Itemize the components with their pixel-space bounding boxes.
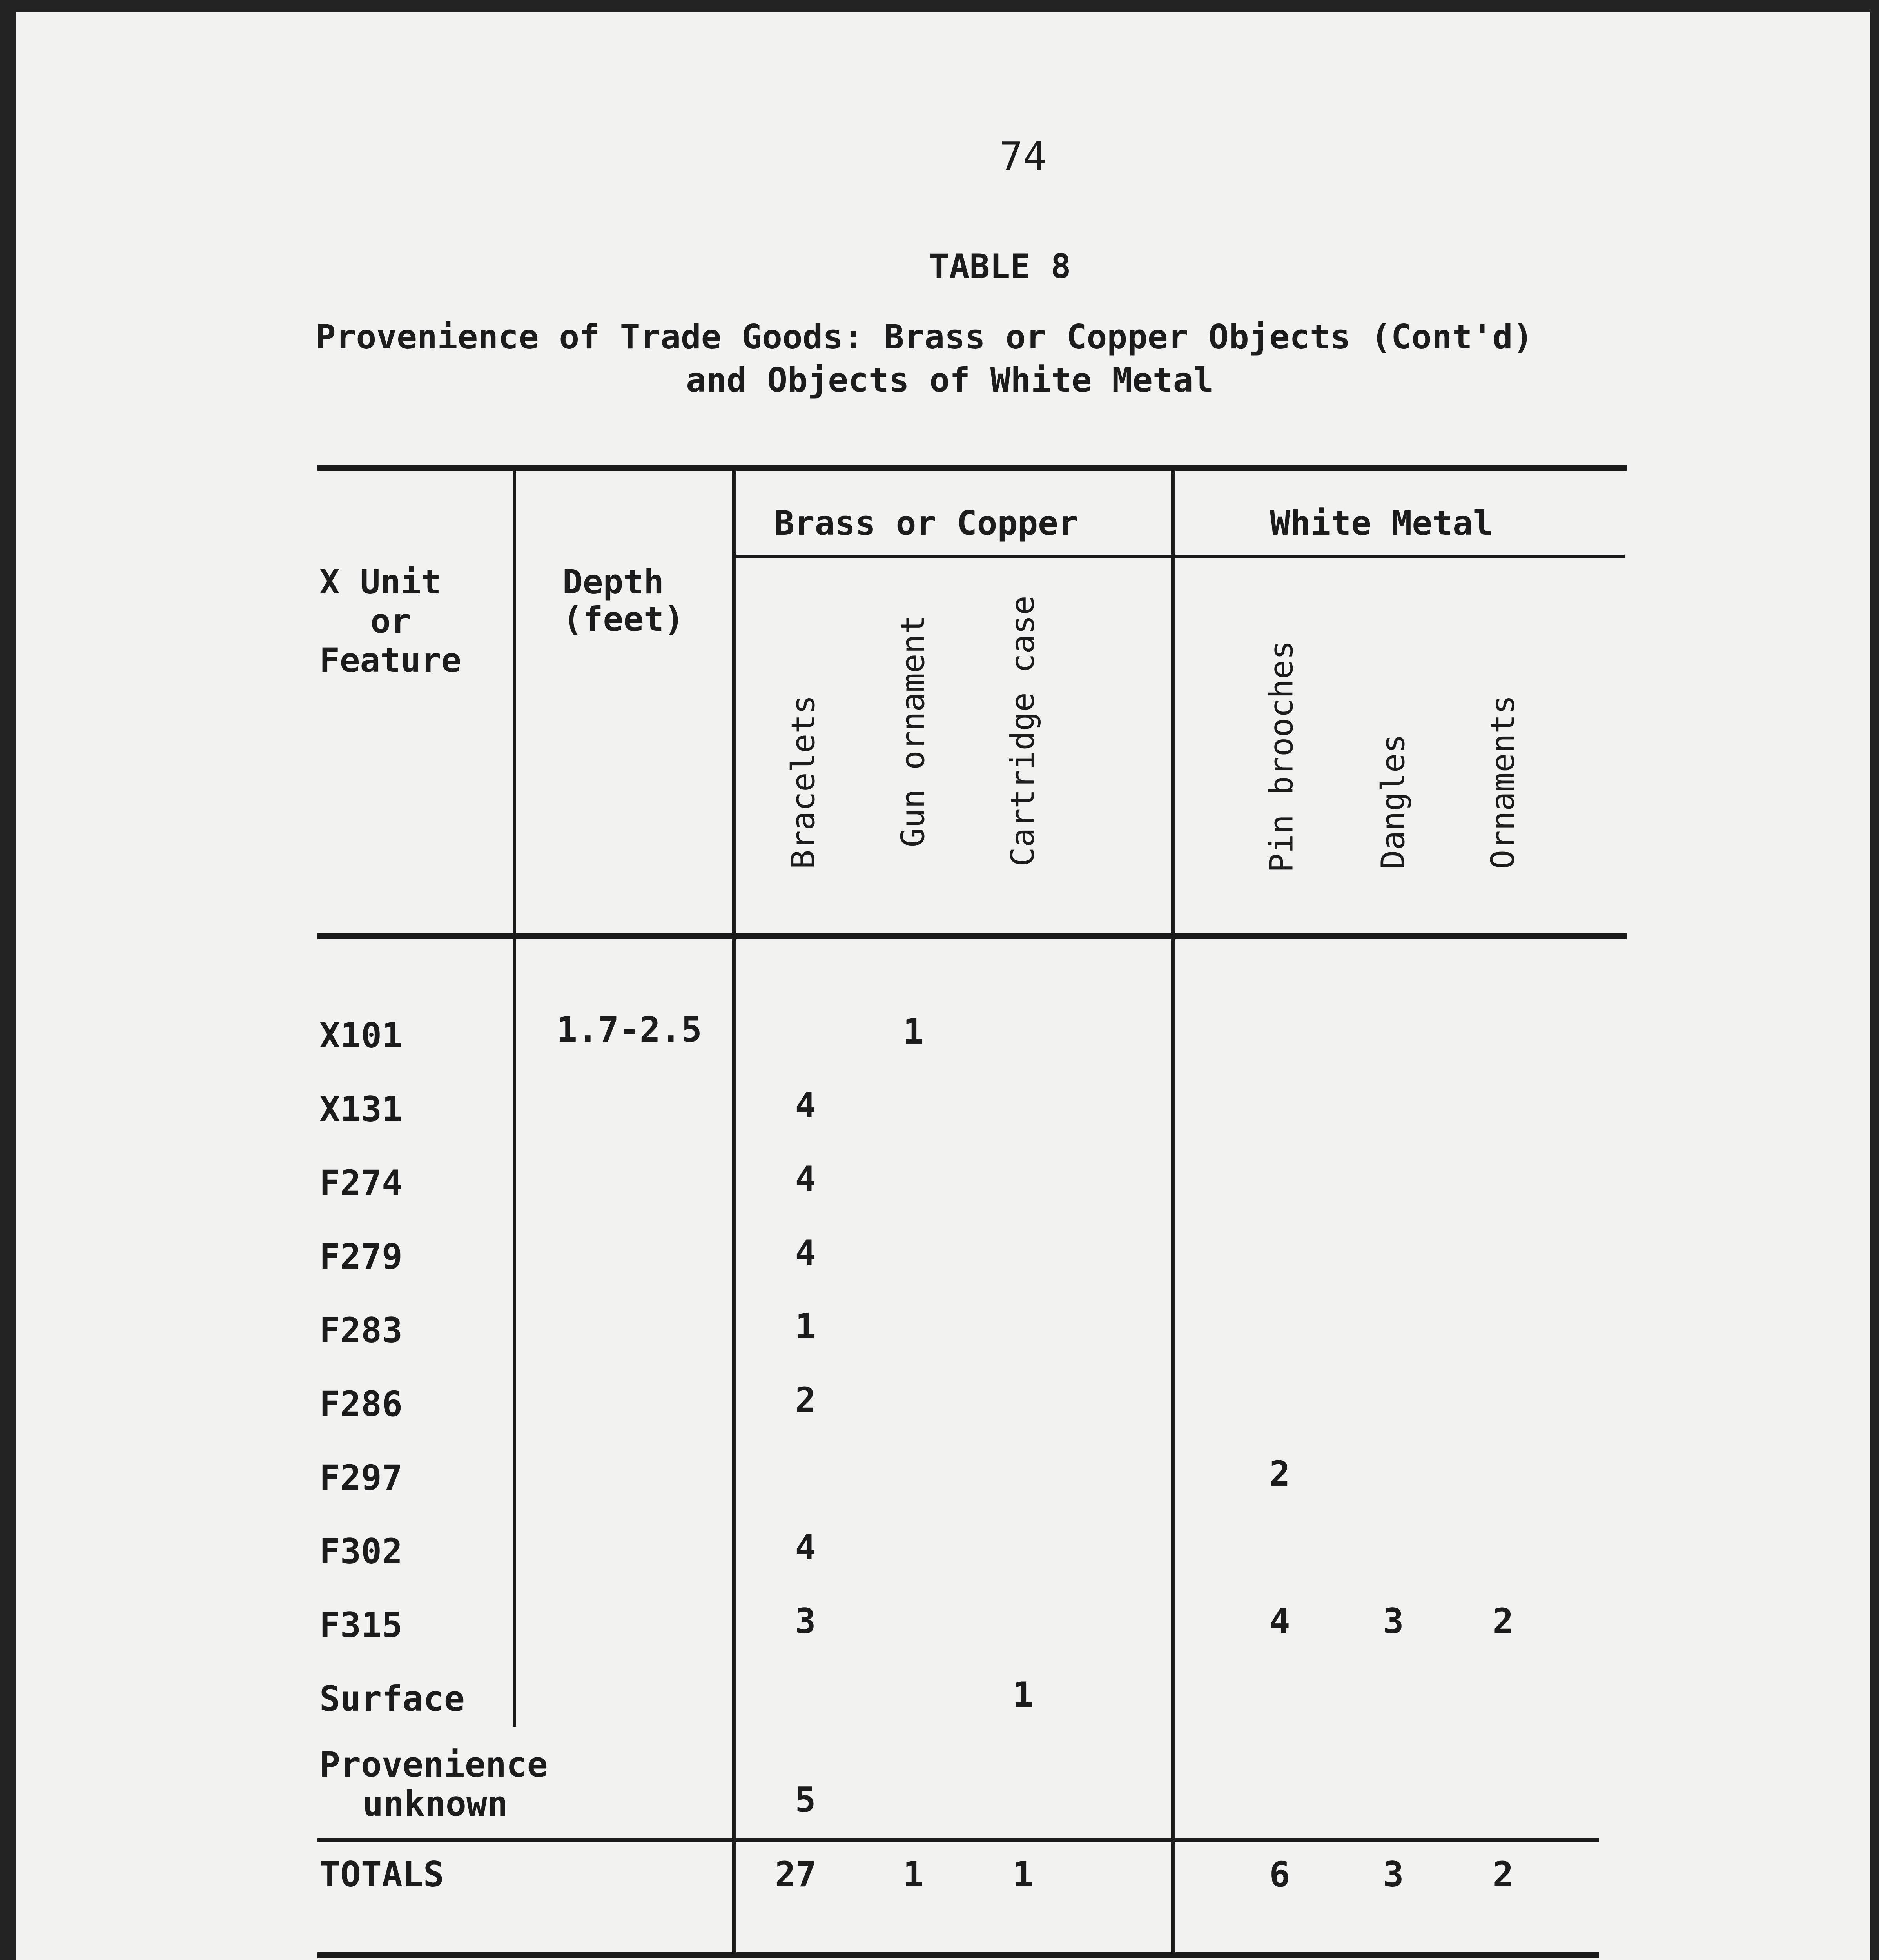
table-cell: 2 <box>795 1380 816 1420</box>
row-unit-label: F274 <box>319 1163 403 1203</box>
row-unit-label: X131 <box>319 1089 403 1129</box>
totals-cell: 2 <box>1493 1854 1514 1895</box>
table-bottom-rule <box>317 1952 1599 1958</box>
header-group-white-metal: White Metal <box>1270 504 1493 543</box>
row-unit-label: X101 <box>319 1015 403 1056</box>
totals-cell: 1 <box>1012 1854 1034 1895</box>
table-caption-line2: and Objects of White Metal <box>686 361 1214 400</box>
col-header-cartridge-case: Cartridge case <box>1004 595 1042 867</box>
totals-label: TOTALS <box>319 1854 444 1895</box>
table-label: TABLE 8 <box>929 247 1071 286</box>
table-cell: 4 <box>795 1527 816 1568</box>
table-cell: 3 <box>795 1601 816 1641</box>
col-header-ornaments: Ornaments <box>1484 695 1522 869</box>
document-page <box>16 12 1870 1960</box>
totals-cell: 3 <box>1383 1854 1404 1895</box>
col-header-dangles: Dangles <box>1375 734 1412 869</box>
row-unknown-label-line2: unknown <box>363 1784 508 1824</box>
table-cell: 3 <box>1383 1601 1404 1641</box>
row-unit-label: F286 <box>319 1384 403 1424</box>
totals-top-rule <box>317 1838 1599 1842</box>
row-unit-label: F297 <box>319 1457 403 1498</box>
depth-brass-divider <box>732 468 736 1958</box>
header-unit-line3: Feature <box>319 641 462 680</box>
totals-cell: 27 <box>775 1854 816 1895</box>
header-depth-line1: Depth <box>562 563 664 602</box>
row-unit-label: Surface <box>319 1679 465 1719</box>
row-unit-label: F315 <box>319 1605 403 1645</box>
table-cell: 5 <box>795 1780 816 1820</box>
unit-depth-divider <box>513 468 516 1727</box>
table-cell: 2 <box>1493 1601 1514 1641</box>
table-cell: 2 <box>1269 1454 1290 1494</box>
table-cell: 4 <box>795 1232 816 1273</box>
table-cell: 4 <box>1269 1601 1290 1641</box>
row-unknown-label-line1: Provenience <box>319 1744 548 1785</box>
row-unit-label: F279 <box>319 1236 403 1277</box>
table-caption-line1: Provenience of Trade Goods: Brass or Copper Objects (Cont'd) <box>316 318 1533 357</box>
header-group-brass: Brass or Copper <box>774 504 1079 543</box>
col-header-bracelets: Bracelets <box>785 695 822 869</box>
col-header-gun-ornament: Gun ornament <box>894 615 932 848</box>
row-unit-label: F302 <box>319 1531 403 1572</box>
table-cell: 1 <box>1012 1675 1034 1715</box>
col-header-pin-brooches: Pin brooches <box>1263 640 1300 873</box>
table-cell: 4 <box>795 1159 816 1199</box>
header-depth-line2: (feet) <box>562 600 684 639</box>
totals-cell: 6 <box>1269 1854 1290 1895</box>
row-depth-value: 1.7-2.5 <box>557 1009 702 1050</box>
brass-white-divider <box>1171 468 1175 1958</box>
group-underline-rule <box>735 555 1625 558</box>
totals-cell: 1 <box>903 1854 924 1895</box>
page-number: 74 <box>999 133 1047 179</box>
table-cell: 1 <box>903 1011 924 1052</box>
table-cell: 4 <box>795 1085 816 1125</box>
header-unit-line2: or <box>370 602 411 641</box>
table-cell: 1 <box>795 1306 816 1347</box>
header-unit-line1: X Unit <box>319 563 441 602</box>
row-unit-label: F283 <box>319 1310 403 1350</box>
